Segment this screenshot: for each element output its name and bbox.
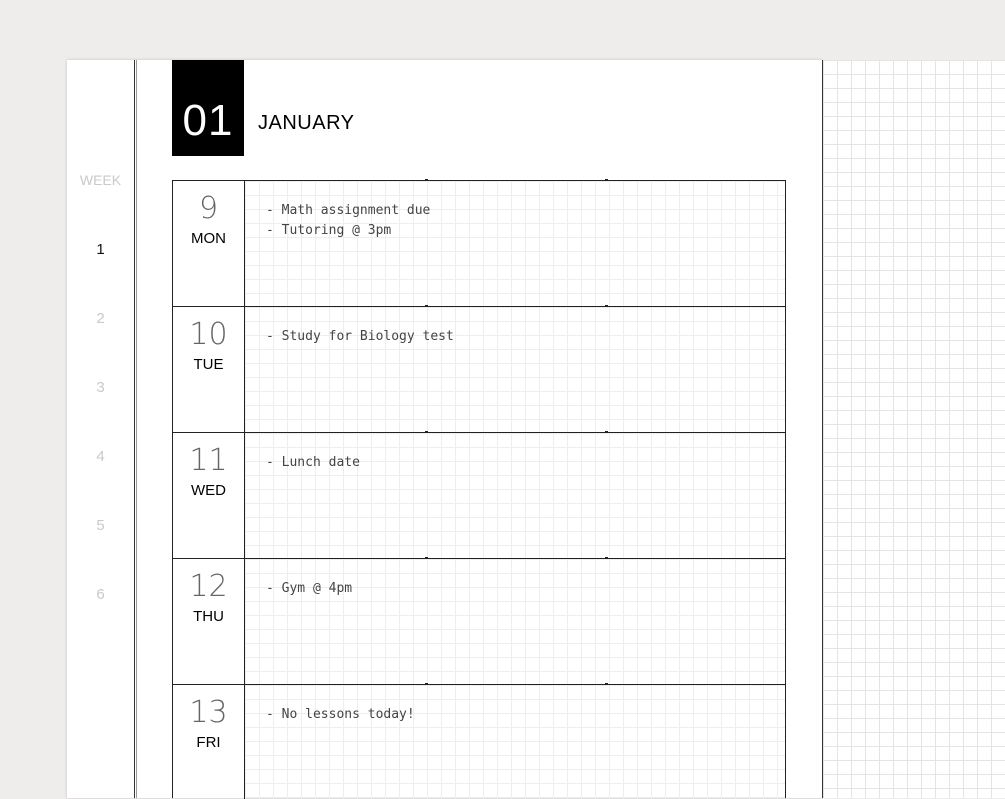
day-number: 11 — [189, 443, 228, 478]
page-right-edge — [822, 60, 823, 798]
month-number: 01 — [182, 96, 234, 145]
day-number: 13 — [189, 695, 228, 730]
date-cell — [173, 559, 245, 684]
day-name: FRI — [196, 734, 221, 751]
week-tab-2[interactable]: 2 — [96, 310, 105, 327]
notes-area[interactable] — [245, 307, 785, 432]
notes-area[interactable] — [245, 685, 785, 799]
note-item: - No lessons today! — [266, 707, 415, 722]
grid-notes-panel — [823, 60, 1005, 798]
week-tab-3[interactable]: 3 — [96, 379, 105, 396]
month-title: JANUARY — [258, 112, 355, 134]
day-number: 10 — [189, 317, 228, 352]
week-tab-6[interactable]: 6 — [96, 586, 105, 603]
day-name: WED — [191, 482, 226, 499]
note-item: - Lunch date — [266, 455, 360, 470]
date-cell — [173, 433, 245, 558]
month-number-badge — [172, 60, 244, 156]
note-item: - Tutoring @ 3pm — [266, 223, 392, 238]
week-tab-5[interactable]: 5 — [96, 517, 105, 534]
binding-line — [134, 60, 135, 798]
note-item: - Gym @ 4pm — [266, 581, 353, 596]
day-name: THU — [193, 608, 224, 625]
date-cell — [173, 685, 245, 799]
day-number: 9 — [198, 191, 219, 226]
notes-area[interactable] — [245, 559, 785, 684]
day-number: 12 — [189, 569, 228, 604]
day-row-mon[interactable] — [173, 181, 785, 307]
week-tab-1[interactable]: 1 — [96, 241, 105, 258]
week-tab-4[interactable]: 4 — [96, 448, 105, 465]
notes-area[interactable] — [245, 181, 785, 306]
week-label: WEEK — [79, 172, 122, 188]
date-cell — [173, 307, 245, 432]
day-row-fri[interactable] — [173, 685, 785, 799]
day-row-thu[interactable] — [173, 559, 785, 685]
day-row-wed[interactable] — [173, 433, 785, 559]
week-table — [172, 180, 786, 798]
day-name: MON — [191, 230, 226, 247]
date-cell — [173, 181, 245, 306]
note-item: - Study for Biology test — [266, 329, 454, 344]
binding-line-inner — [136, 60, 137, 798]
note-item: - Math assignment due — [266, 203, 431, 218]
day-row-tue[interactable] — [173, 307, 785, 433]
day-name: TUE — [193, 356, 224, 373]
notes-area[interactable] — [245, 433, 785, 558]
